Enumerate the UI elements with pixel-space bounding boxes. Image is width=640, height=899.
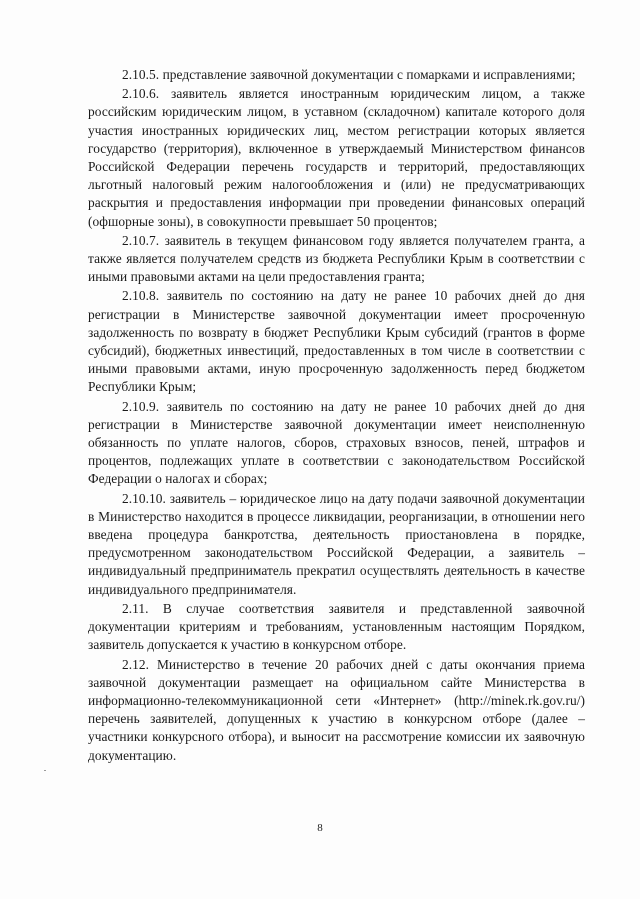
clause-2-10-5: 2.10.5. представление заявочной документации с помарками и исправлениями; [122, 67, 576, 82]
clause-2-10-10: 2.10.10. заявитель – юридическое лицо на дату подачи заявочной документации в Министерство находится в процессе ликвидации, реорганизации, в отношении него введена процедура банкротства, деятельность приостановлена в порядке, предусмотренном законодательством Российской Федерации, а заявитель – индивидуальный предприниматель прекратил осуществлять деятельность в качестве индивидуального предпринимателя. [88, 490, 585, 597]
clause-2-10-9: 2.10.9. заявитель по состоянию на дату не ранее 10 рабочих дней до дня регистрации в Министерстве заявочной документации имеет неисполненную обязанность по уплате налогов, сборов, страховых взносов, пеней, штрафов и процентов, подлежащих уплате в соответствии с законодательством Российской Федерации о налогах и сборах; [88, 398, 585, 487]
scan-speck [44, 770, 46, 771]
clause-2-10-8: 2.10.8. заявитель по состоянию на дату не ранее 10 рабочих дней до дня регистрации в Министерстве заявочной документации имеет просроченную задолженность по возврату в бюджет Республики Крым субсидий (грантов в форме субсидий), бюджетных инвестиций, предоставленных в том числе в соответствии с иными правовыми актами, иную просроченную задолженность перед бюджетом Республики Крым; [88, 288, 585, 395]
clause-2-12: 2.12. Министерство в течение 20 рабочих дней с даты окончания приема заявочной документации размещает на официальном сайте Министерства в информационно-телекоммуникационной сети «Интернет» (http://minek.rk.gov.ru/) перечень заявителей, допущенных к участию в конкурсном отборе (далее – участники конкурсного отбора), и выносит на рассмотрение комиссии их заявочную документацию. [88, 656, 585, 763]
clause-2-10-7: 2.10.7. заявитель в текущем финансовом году является получателем гранта, а также является получателем средств из бюджета Республики Крым в соответствии с иными правовыми актами на цели предоставления гранта; [88, 232, 585, 285]
clause-2-11: 2.11. В случае соответствия заявителя и представленной заявочной документации критериям и требованиям, установленным настоящим Порядком, заявитель допускается к участию в конкурсном отборе. [88, 600, 585, 653]
page-number: 8 [317, 822, 323, 834]
clause-2-10-6: 2.10.6. заявитель является иностранным юридическим лицом, а также российским юридическим лицом, в уставном (складочном) капитале которого доля участия иностранных юридических лиц, местом регистрации которых является государство (территория), включенное в утверждаемый Министерством финансов Российской Федерации перечень государств и территорий, предоставляющих льготный налоговый режим налогообложения и (или) не предусматривающих раскрытия и предоставления информации при проведении финансовых операций (офшорные зоны), в совокупности превышает 50 процентов; [88, 86, 585, 229]
